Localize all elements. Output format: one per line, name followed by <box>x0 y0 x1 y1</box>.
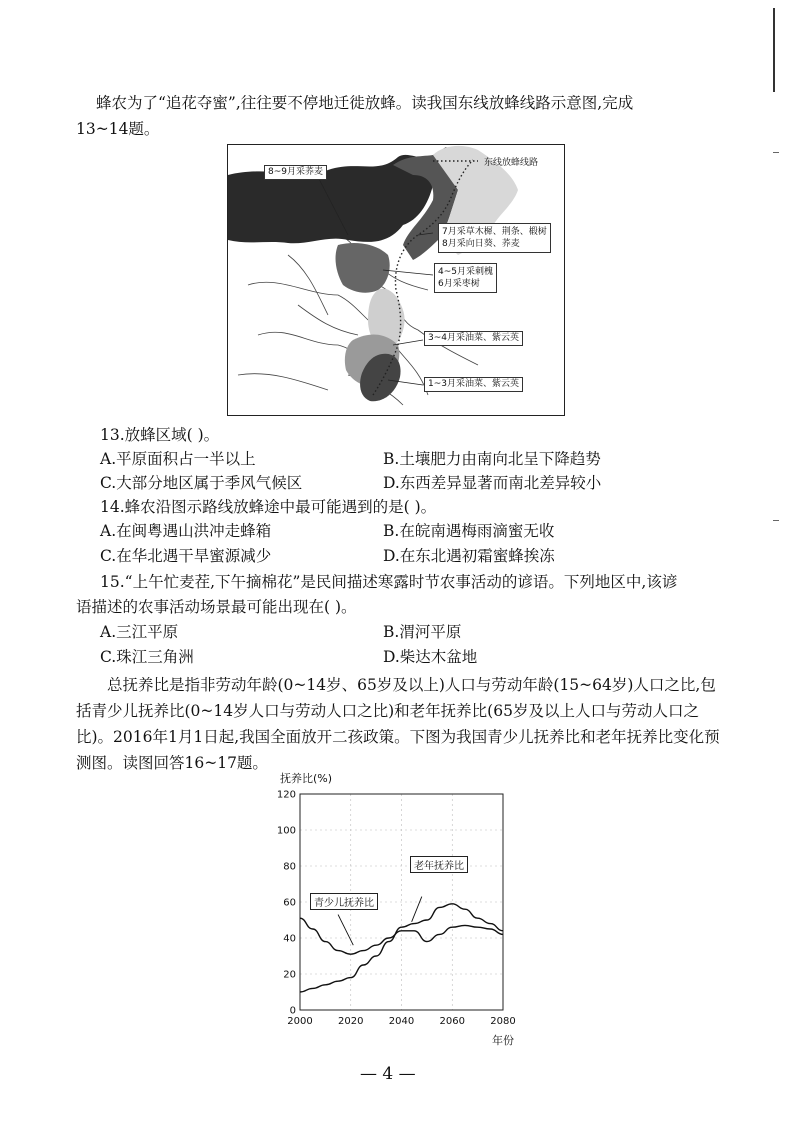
y-tick-label: 100 <box>276 825 296 837</box>
beekeeping-route-map <box>227 144 565 416</box>
x-tick-label: 2040 <box>388 1016 415 1027</box>
map-label-north-china-line1: 4~5月采刺槐 <box>438 267 493 277</box>
q13-option-d: D.东西差异显著而南北差异较小 <box>383 474 602 492</box>
edge-tick <box>773 152 779 153</box>
q15-stem-line-2: 语描述的农事活动场景最可能出现在( )。 <box>76 598 357 616</box>
edge-tick <box>773 520 779 521</box>
y-tick-label: 120 <box>276 789 296 801</box>
map-label-buckwheat: 8~9月采荞麦 <box>264 165 327 180</box>
map-label-northeast <box>438 223 551 253</box>
x-tick-label: 2060 <box>439 1016 465 1027</box>
x-tick-label: 2000 <box>287 1016 313 1027</box>
y-tick-label: 60 <box>283 897 296 909</box>
region-north-china <box>336 243 390 293</box>
y-tick-label: 80 <box>283 861 296 873</box>
q14-option-b: B.在皖南遇梅雨滴蜜无收 <box>383 522 555 540</box>
elderly-label-pointer <box>412 897 422 922</box>
map-label-north-china-line2: 6月采枣树 <box>438 279 480 289</box>
q14-option-d: D.在东北遇初霜蜜蜂挨冻 <box>383 547 555 565</box>
map-legend-label: 东线放蜂线路 <box>484 158 539 168</box>
series-label-youth: 青少儿抚养比 <box>310 893 378 910</box>
q15-option-a: A.三江平原 <box>100 623 179 641</box>
series-line-elderly <box>300 904 503 992</box>
q15-option-c: C.珠江三角洲 <box>100 648 194 666</box>
y-tick-label: 0 <box>289 1005 296 1017</box>
y-tick-label: 40 <box>283 933 296 945</box>
x-tick-label: 2080 <box>490 1016 516 1027</box>
q15-stem-line-1: 15.“上午忙麦茬,下午摘棉花”是民间描述寒露时节农事活动的谚语。下列地区中,该谚 <box>100 573 678 591</box>
q14-option-a: A.在闽粤遇山洪冲走蜂箱 <box>100 522 272 540</box>
q15-option-b: B.渭河平原 <box>383 623 462 641</box>
chart-x-label: 年份 <box>492 1034 514 1047</box>
q13-stem: 13.放蜂区域( )。 <box>100 426 220 444</box>
intro-line-1: 蜂农为了“追花夺蜜”,往往要不停地迁徙放蜂。读我国东线放蜂线路示意图,完成 <box>96 94 634 112</box>
x-tick-label: 2020 <box>338 1016 364 1027</box>
dependency-ratio-chart <box>270 770 520 1050</box>
series-line-youth <box>300 918 503 954</box>
series-label-elderly: 老年抚养比 <box>410 856 468 873</box>
q14-option-c: C.在华北遇干旱蜜源减少 <box>100 547 272 565</box>
dependency-ratio-passage: 总抚养比是指非劳动年龄(0~14岁、65岁及以上)人口与劳动年龄(15~64岁)人口之比,包括青少儿抚养比(0~14岁人口与劳动人口之比)和老年抚养比(65岁及以上人口与劳动人口之比)。2016年1月1日起,我国全面放开二孩政策。下图为我国青少儿抚养比和老年抚养比变化预测图。读图回答16~17题。 <box>76 676 720 772</box>
q13-option-c: C.大部分地区属于季风气候区 <box>100 474 303 492</box>
y-tick-label: 20 <box>283 969 296 981</box>
map-label-east-china: 3~4月采油菜、紫云英 <box>424 331 523 346</box>
intro-line-2: 13~14题。 <box>76 120 160 138</box>
map-label-north-china <box>434 263 497 293</box>
q14-stem: 14.蜂农沿图示路线放蜂途中最可能遇到的是( )。 <box>100 498 437 516</box>
q13-option-b: B.土壤肥力由南向北呈下降趋势 <box>383 450 601 468</box>
q13-option-a: A.平原面积占一半以上 <box>100 450 256 468</box>
page-number: — 4 — <box>360 1064 416 1084</box>
china-east-map <box>228 145 564 415</box>
chart-y-label: 抚养比(%) <box>280 772 333 785</box>
map-label-northeast-line1: 7月采草木樨、荆条、椴树 <box>442 227 547 237</box>
binding-edge-line <box>773 8 775 92</box>
map-label-northeast-line2: 8月采向日葵、荞麦 <box>442 239 520 249</box>
q15-option-d: D.柴达木盆地 <box>383 648 478 666</box>
map-label-south-china: 1~3月采油菜、紫云英 <box>424 377 523 392</box>
chart-plot <box>270 770 520 1032</box>
